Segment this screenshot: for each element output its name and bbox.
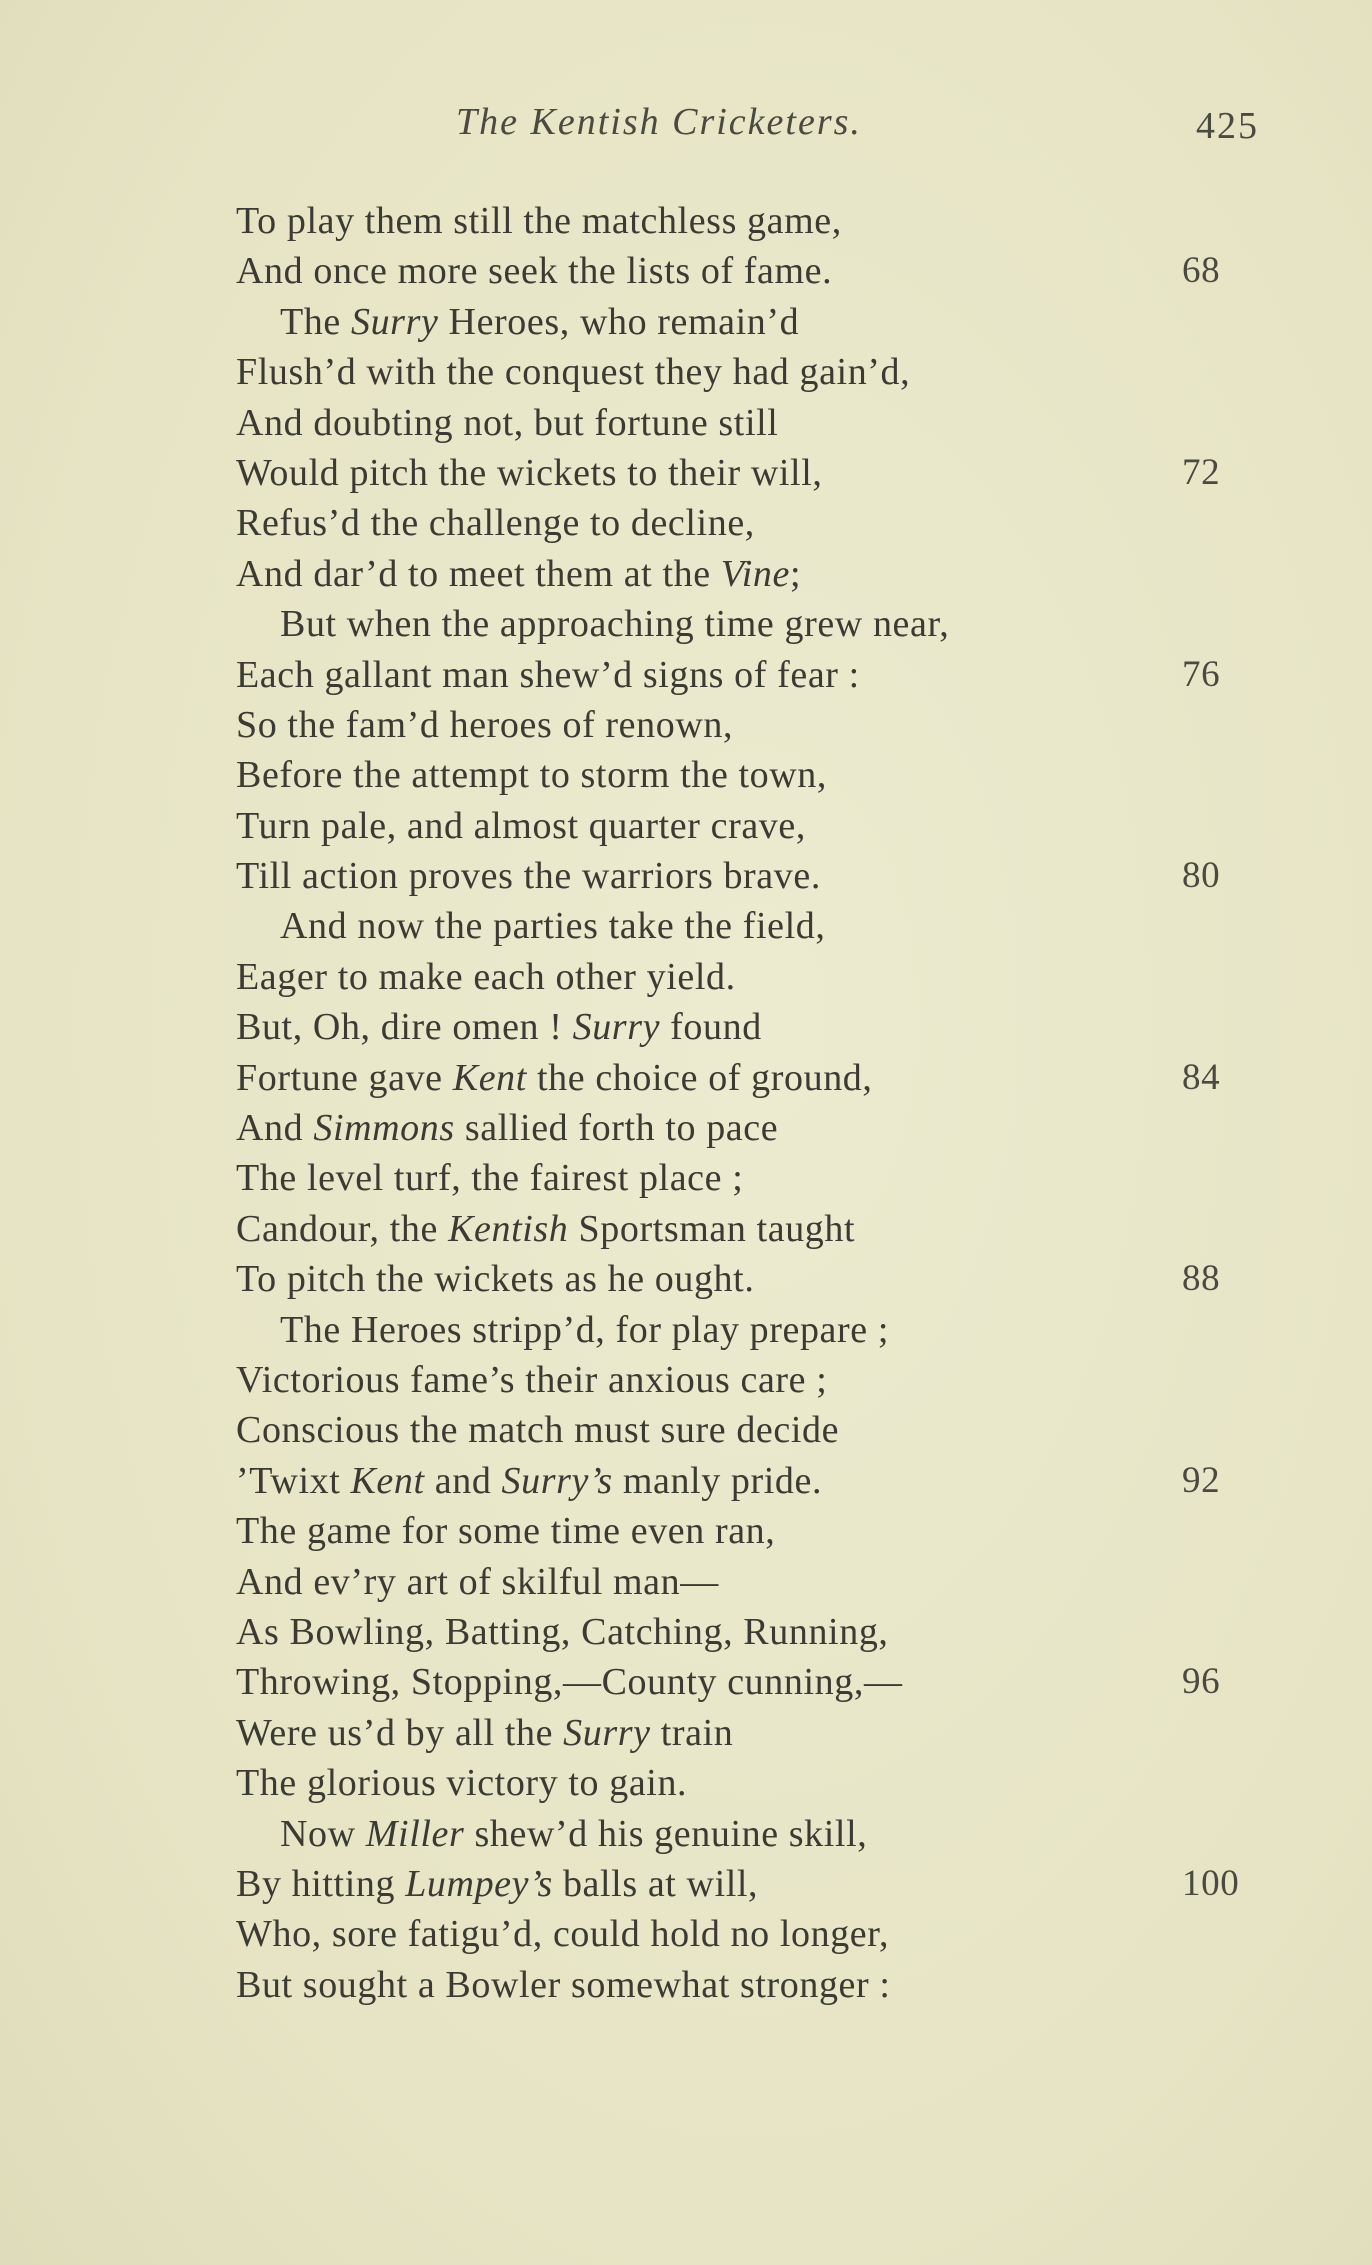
poem-line-text: Each gallant man shew’d signs of fear : xyxy=(236,653,860,696)
poem-line xyxy=(236,1557,1276,1607)
poem-line xyxy=(236,1053,1276,1103)
line-number: 68 xyxy=(1182,250,1221,292)
poem-line xyxy=(236,549,1276,599)
poem-line-text: So the fam’d heroes of renown, xyxy=(236,703,734,746)
line-number: 76 xyxy=(1182,653,1221,695)
poem-line xyxy=(236,1758,1276,1808)
poem-line xyxy=(236,297,1276,347)
poem-line xyxy=(236,750,1276,800)
poem-line-text: The Surry Heroes, who remain’d xyxy=(280,300,800,343)
poem-line-text: But, Oh, dire omen ! Surry found xyxy=(236,1006,762,1049)
poem-line-text: The level turf, the fairest place ; xyxy=(236,1157,744,1200)
poem-line xyxy=(236,599,1276,649)
poem-line-text: Eager to make each other yield. xyxy=(236,955,736,998)
poem-line-text: As Bowling, Batting, Catching, Running, xyxy=(236,1610,889,1653)
poem-line xyxy=(236,801,1276,851)
poem-line xyxy=(236,1708,1276,1758)
poem-line-text: But sought a Bowler somewhat stronger : xyxy=(236,1963,891,2006)
poem-line xyxy=(236,1506,1276,1556)
poem-line xyxy=(236,650,1276,700)
poem-line-text: Turn pale, and almost quarter crave, xyxy=(236,804,806,847)
poem-line-text: And Simmons sallied forth to pace xyxy=(236,1107,779,1150)
line-number: 80 xyxy=(1182,855,1221,897)
poem-line xyxy=(236,1153,1276,1203)
poem-line-text: The game for some time even ran, xyxy=(236,1510,776,1553)
poem-line-text: Who, sore fatigu’d, could hold no longer, xyxy=(236,1913,890,1956)
poem-line-text: Flush’d with the conquest they had gain’d, xyxy=(236,351,911,394)
poem-line xyxy=(236,398,1276,448)
poem-line-text: Were us’d by all the Surry train xyxy=(236,1711,734,1754)
poem-line xyxy=(236,1607,1276,1657)
poem-line-text: And once more seek the lists of fame. xyxy=(236,250,833,293)
poem-line-text: Now Miller shew’d his genuine skill, xyxy=(280,1812,868,1855)
line-number: 96 xyxy=(1182,1661,1221,1703)
poem-line xyxy=(236,952,1276,1002)
poem-line xyxy=(236,851,1276,901)
poem-line-text: To pitch the wickets as he ought. xyxy=(236,1258,755,1301)
poem-line-text: ’Twixt Kent and Surry’s manly pride. xyxy=(236,1459,823,1502)
poem-line xyxy=(236,1103,1276,1153)
poem-line-text: And now the parties take the field, xyxy=(280,905,826,948)
poem-line-text: Conscious the match must sure decide xyxy=(236,1409,840,1452)
poem-line xyxy=(236,1859,1276,1909)
page-number: 425 xyxy=(1196,105,1259,147)
poem-line-text: Would pitch the wickets to their will, xyxy=(236,451,823,494)
poem-line xyxy=(236,1002,1276,1052)
poem-line-text: And dar’d to meet them at the Vine; xyxy=(236,552,802,595)
poem-body xyxy=(236,196,1276,2010)
poem-line-text: To play them still the matchless game, xyxy=(236,200,842,242)
line-number: 84 xyxy=(1182,1056,1221,1098)
poem-line xyxy=(236,901,1276,951)
poem-line-text: And ev’ry art of skilful man— xyxy=(236,1560,719,1603)
poem-line-text: The Heroes stripp’d, for play prepare ; xyxy=(280,1308,890,1351)
poem-line xyxy=(236,1809,1276,1859)
poem-line-text: Till action proves the warriors brave. xyxy=(236,855,821,898)
line-number: 88 xyxy=(1182,1258,1221,1300)
poem-line-text: By hitting Lumpey’s balls at will, xyxy=(236,1862,759,1905)
poem-line-text: The glorious victory to gain. xyxy=(236,1762,688,1805)
poem-line xyxy=(236,1355,1276,1405)
poem-line-text: Candour, the Kentish Sportsman taught xyxy=(236,1207,856,1250)
poem-line xyxy=(236,1405,1276,1455)
poem-line xyxy=(236,196,1276,246)
line-number: 72 xyxy=(1182,451,1221,493)
poem-line-text: Before the attempt to storm the town, xyxy=(236,754,828,797)
poem-line-text: Fortune gave Kent the choice of ground, xyxy=(236,1056,873,1099)
poem-line xyxy=(236,1960,1276,2010)
poem-line xyxy=(236,1909,1276,1959)
line-number: 92 xyxy=(1182,1459,1221,1501)
poem-line-text: Throwing, Stopping,—County cunning,— xyxy=(236,1661,903,1704)
poem-line xyxy=(236,246,1276,296)
poem-line-text: Victorious fame’s their anxious care ; xyxy=(236,1358,828,1401)
page-header xyxy=(0,100,1372,160)
poem-line xyxy=(236,448,1276,498)
poem-line xyxy=(236,700,1276,750)
poem-line xyxy=(236,498,1276,548)
line-number: 100 xyxy=(1182,1862,1240,1904)
poem-line-text: But when the approaching time grew near, xyxy=(280,603,950,646)
running-title: The Kentish Cricketers. xyxy=(456,101,862,143)
poem-line xyxy=(236,1657,1276,1707)
poem-line-text: And doubting not, but fortune still xyxy=(236,401,779,444)
poem-line xyxy=(236,347,1276,397)
poem-line xyxy=(236,1305,1276,1355)
poem-line-text: Refus’d the challenge to decline, xyxy=(236,502,755,545)
poem-line xyxy=(236,1204,1276,1254)
poem-line xyxy=(236,1254,1276,1304)
poem-line xyxy=(236,1456,1276,1506)
